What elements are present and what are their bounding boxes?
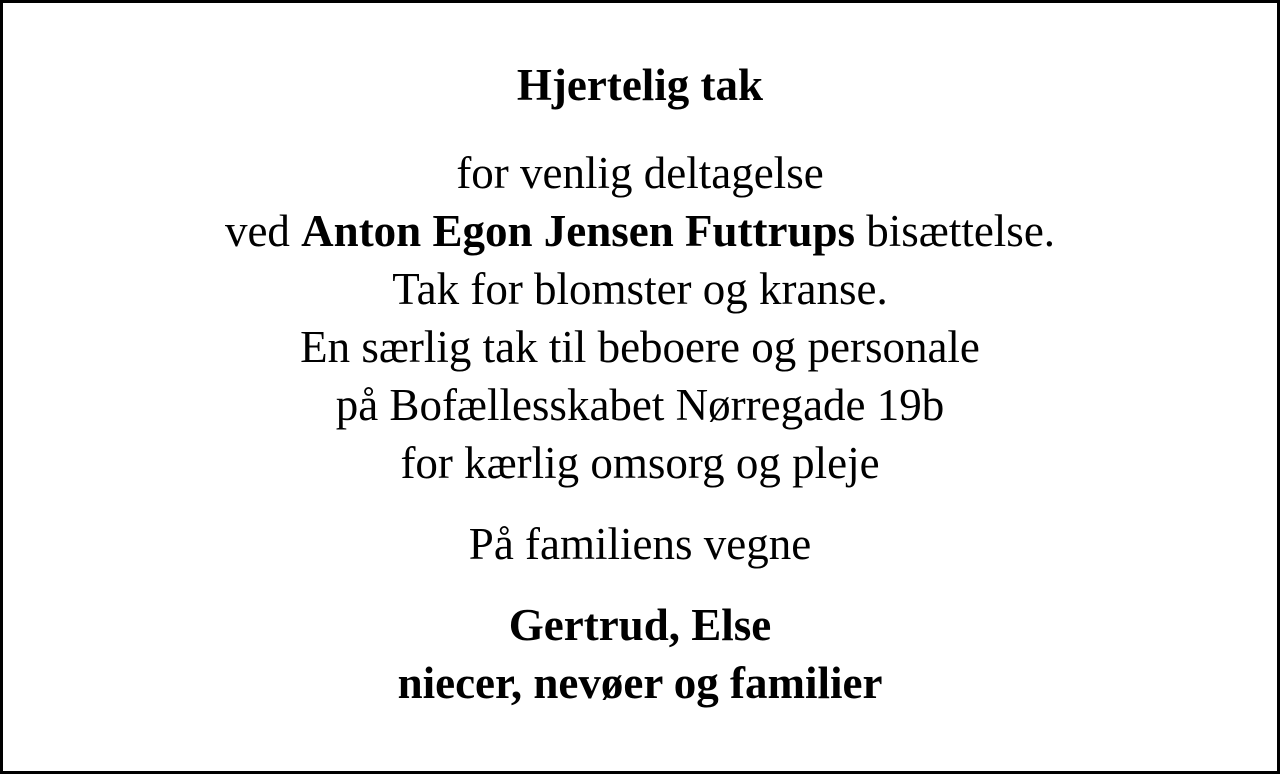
signer-line-1: Gertrud, Else — [508, 600, 772, 650]
notice-body — [3, 144, 1277, 492]
notice-line-5: på Bofællesskabet Nørregade 19b — [335, 380, 945, 430]
deceased-name: Anton Egon Jensen Futtrups — [301, 206, 856, 256]
notice-line-2-suffix: bisættelse. — [855, 206, 1056, 256]
notice-line-3: Tak for blomster og kranse. — [392, 264, 888, 314]
notice-line-6: for kærlig omsorg og pleje — [400, 438, 880, 488]
notice-signers — [3, 596, 1277, 712]
notice-line-4: En særlig tak til beboere og personale — [300, 322, 980, 372]
notice-line-1: for venlig deltagelse — [456, 148, 824, 198]
notice-line-2 — [3, 202, 1277, 260]
signer-line-2: niecer, nevøer og familier — [397, 658, 883, 708]
notice-title: Hjertelig tak — [516, 60, 764, 110]
notice-line-2-prefix: ved — [224, 206, 302, 256]
notice-closing: På familiens vegne — [468, 519, 812, 569]
